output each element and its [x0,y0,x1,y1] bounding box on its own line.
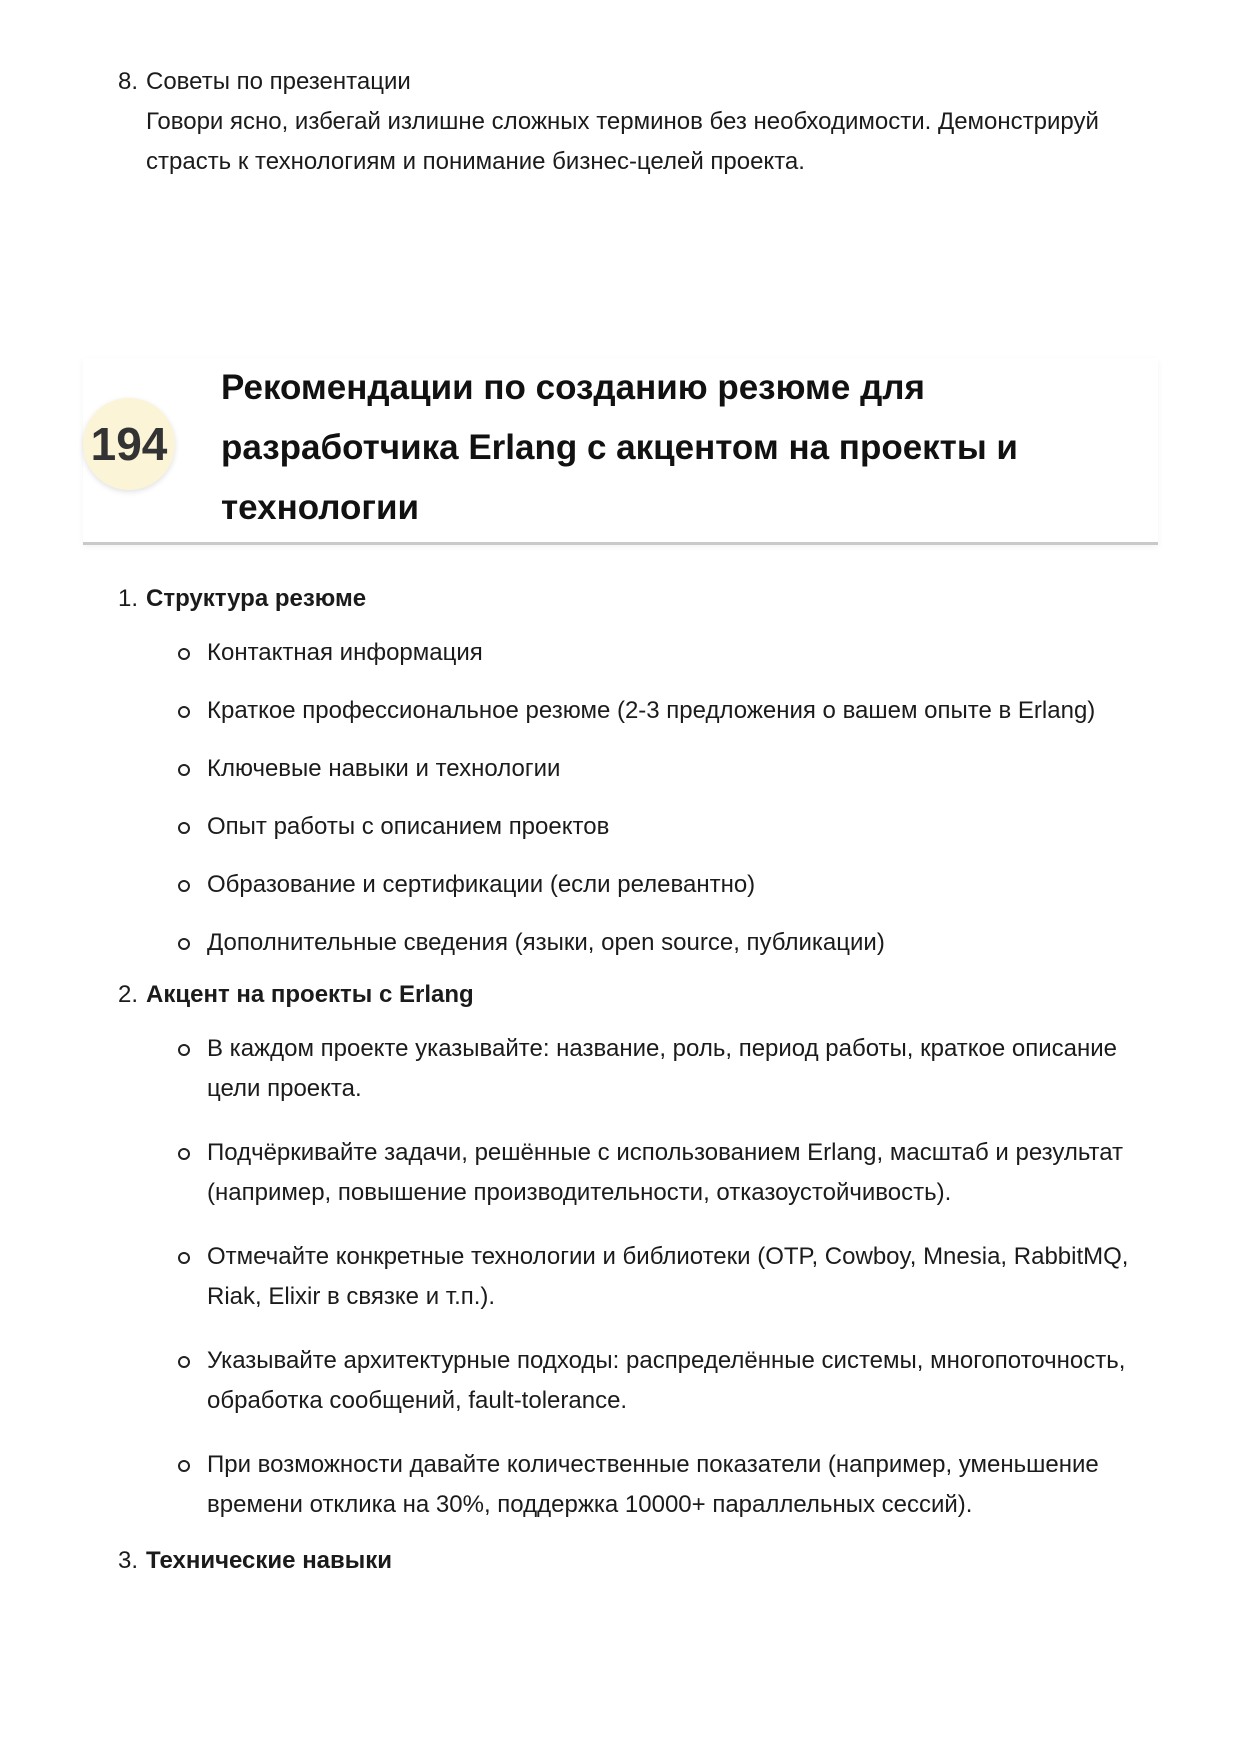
list-item-text: В каждом проекте указывайте: название, роль, период работы, краткое описание цели проекта. [207,1035,1118,1102]
section-number: 2. [118,981,139,1008]
section-title: Акцент на проекты с Erlang [146,981,474,1008]
chapter-title: Рекомендации по созданию резюме для разработчика Erlang с акцентом на проекты и технологии [221,368,1018,527]
chapter-header [83,358,1158,545]
circle-bullet-icon [178,822,190,834]
circle-bullet-icon [178,706,190,718]
item-number: 8. [118,68,139,95]
list-item-text: Опыт работы с описанием проектов [207,813,610,840]
list-item-text: Образование и сертификации (если релевантно) [207,871,756,898]
circle-bullet-icon [178,1148,190,1160]
list-item-text: Дополнительные сведения (языки, open source, публикации) [207,929,885,956]
circle-bullet-icon [178,1460,190,1472]
list-item-text: Отмечайте конкретные технологии и библиотеки (OTP, Cowboy, Mnesia, RabbitMQ, Riak, Elixir в связке и т.п.). [207,1243,1129,1310]
circle-bullet-icon [178,1252,190,1264]
circle-bullet-icon [178,1356,190,1368]
circle-bullet-icon [178,880,190,892]
list-item-text: Подчёркивайте задачи, решённые с использованием Erlang, масштаб и результат (например, повышение производительности, отказоустойчивость). [207,1139,1124,1206]
list-item-text: Указывайте архитектурные подходы: распределённые системы, многопоточность, обработка сообщений, fault-tolerance. [207,1347,1126,1414]
chapter-number-badge: 194 [83,398,175,490]
section-number: 1. [118,585,139,612]
circle-bullet-icon [178,938,190,950]
circle-bullet-icon [178,1044,190,1056]
item-title: Советы по презентации [146,68,411,95]
list-item-text: Краткое профессиональное резюме (2-3 предложения о вашем опыте в Erlang) [207,697,1096,724]
list-item-text: Контактная информация [207,639,483,666]
list-item-text: Ключевые навыки и технологии [207,755,561,782]
section-title: Структура резюме [146,585,367,612]
section-number: 3. [118,1547,139,1574]
section-title: Технические навыки [146,1547,393,1574]
item-body: Говори ясно, избегай излишне сложных терминов без необходимости. Демонстрируй страсть к технологиям и понимание бизнес-целей проекта. [146,108,1099,175]
circle-bullet-icon [178,764,190,776]
circle-bullet-icon [178,648,190,660]
list-item-text: При возможности давайте количественные показатели (например, уменьшение времени отклика на 30%, поддержка 10000+ параллельных сессий). [207,1451,1099,1518]
